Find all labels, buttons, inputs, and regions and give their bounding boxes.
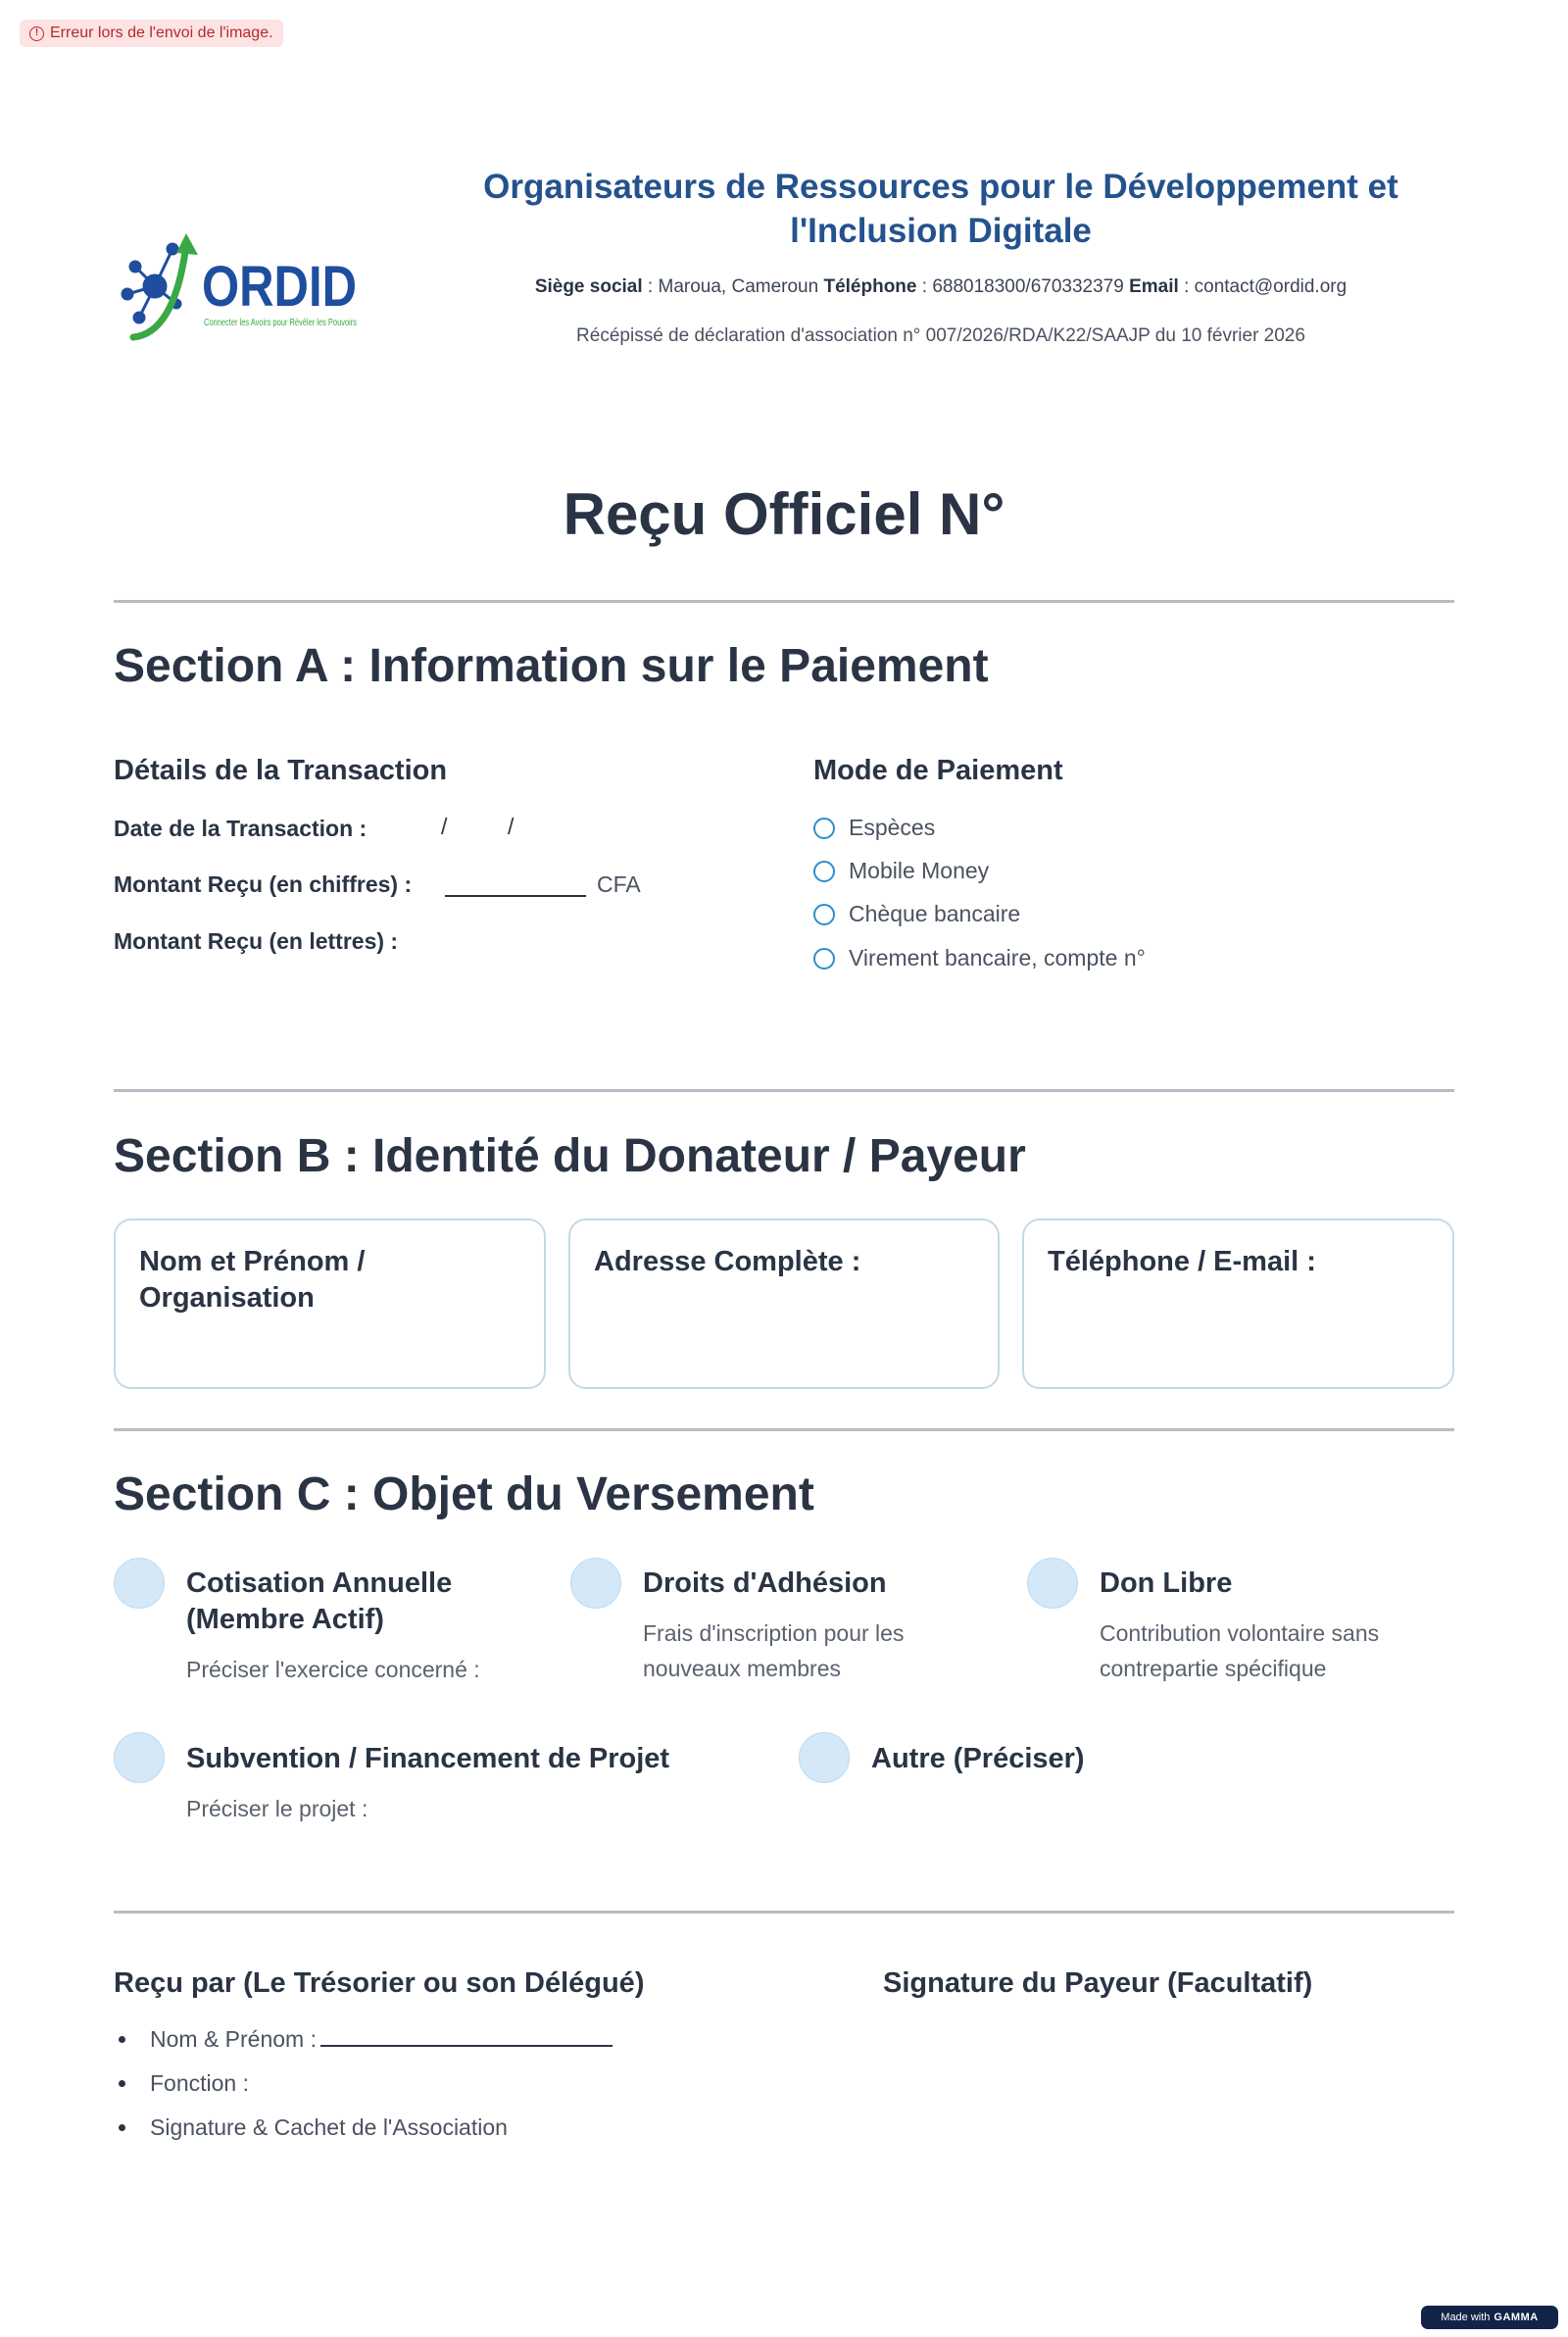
date-separator: / [441,814,448,839]
free-donation-title: Don Libre [1100,1567,1233,1599]
received-by-heading: Reçu par (Le Trésorier ou son Délégué) [114,1967,645,1999]
organization-name: Organisateurs de Ressources pour le Développement et l'Inclusion Digitale [483,168,1398,250]
checkbox-membership-fee[interactable] [570,1558,621,1609]
membership-fee-desc: Frais d'inscription pour les nouveaux membres [643,1620,905,1681]
checkbox-free-donation[interactable] [1027,1558,1078,1609]
made-with-gamma-badge[interactable]: Made with GAMMA [1421,2306,1558,2329]
logo-wordmark: ORDID [202,255,357,319]
list-item: Signature & Cachet de l'Association [114,2111,612,2155]
organization-contact: Siège social : Maroua, Cameroun Téléphone : 688018300/670332379 Email : contact@ordid.org [534,276,1348,297]
donor-name-field[interactable]: Nom et Prénom / Organisation [114,1218,546,1389]
donor-address-field[interactable]: Adresse Complète : [568,1218,1000,1389]
payment-option-cash[interactable]: Espèces [813,815,935,841]
radio-icon[interactable] [813,818,835,839]
receipt-title: Reçu Officiel N° [563,481,1005,547]
logo-tagline: Connecter les Avoirs pour Révéler les Pouvoirs [204,318,357,328]
alert-circle-icon: ! [29,26,44,41]
received-by-list [114,2022,612,2155]
annual-fee-title: Cotisation Annuelle (Membre Actif) [186,1567,453,1635]
project-funding-title: Subvention / Financement de Projet [186,1743,670,1774]
divider [114,1428,1454,1431]
project-funding-desc: Préciser le projet : [186,1796,368,1821]
payment-mode-heading: Mode de Paiement [813,755,1063,786]
name-line[interactable] [320,2045,612,2047]
section-a-title: Section A : Information sur le Paiement [114,640,989,692]
error-toast [20,20,283,47]
ordid-logo [116,227,370,355]
payer-signature-heading: Signature du Payeur (Facultatif) [883,1967,1313,1999]
payment-option-mobile-money[interactable]: Mobile Money [813,858,989,884]
list-item: Nom & Prénom : [114,2022,612,2066]
payment-option-bank-transfer[interactable]: Virement bancaire, compte n° [813,945,1146,971]
amount-figures-label: Montant Reçu (en chiffres) : [114,871,413,897]
radio-icon[interactable] [813,904,835,925]
donor-contact-field[interactable]: Téléphone / E-mail : [1022,1218,1454,1389]
divider [114,1089,1454,1092]
section-c-title: Section C : Objet du Versement [114,1468,814,1520]
section-b-title: Section B : Identité du Donateur / Payeur [114,1130,1026,1182]
date-separator: / [508,814,514,839]
transaction-date-label: Date de la Transaction : [114,816,368,841]
amount-unit: CFA [597,871,641,897]
radio-icon[interactable] [813,861,835,882]
checkbox-other[interactable] [799,1732,850,1783]
payment-option-cheque[interactable]: Chèque bancaire [813,901,1020,927]
list-item: Fonction : [114,2066,612,2111]
membership-fee-title: Droits d'Adhésion [643,1567,887,1599]
annual-fee-desc: Préciser l'exercice concerné : [186,1657,480,1682]
free-donation-desc: Contribution volontaire sans contrepartie spécifique [1100,1620,1380,1681]
divider [114,600,1454,603]
declaration-receipt: Récépissé de déclaration d'association n° 007/2026/RDA/K22/SAAJP du 10 février 2026 [576,325,1305,346]
transaction-details-heading: Détails de la Transaction [114,755,448,786]
amount-words-label: Montant Reçu (en lettres) : [114,928,399,954]
radio-icon[interactable] [813,948,835,970]
checkbox-annual-fee[interactable] [114,1558,165,1609]
amount-figures-line[interactable] [445,895,586,897]
divider [114,1911,1454,1914]
checkbox-project-funding[interactable] [114,1732,165,1783]
error-toast-text: Erreur lors de l'envoi de l'image. [50,25,273,41]
other-title: Autre (Préciser) [871,1743,1085,1774]
